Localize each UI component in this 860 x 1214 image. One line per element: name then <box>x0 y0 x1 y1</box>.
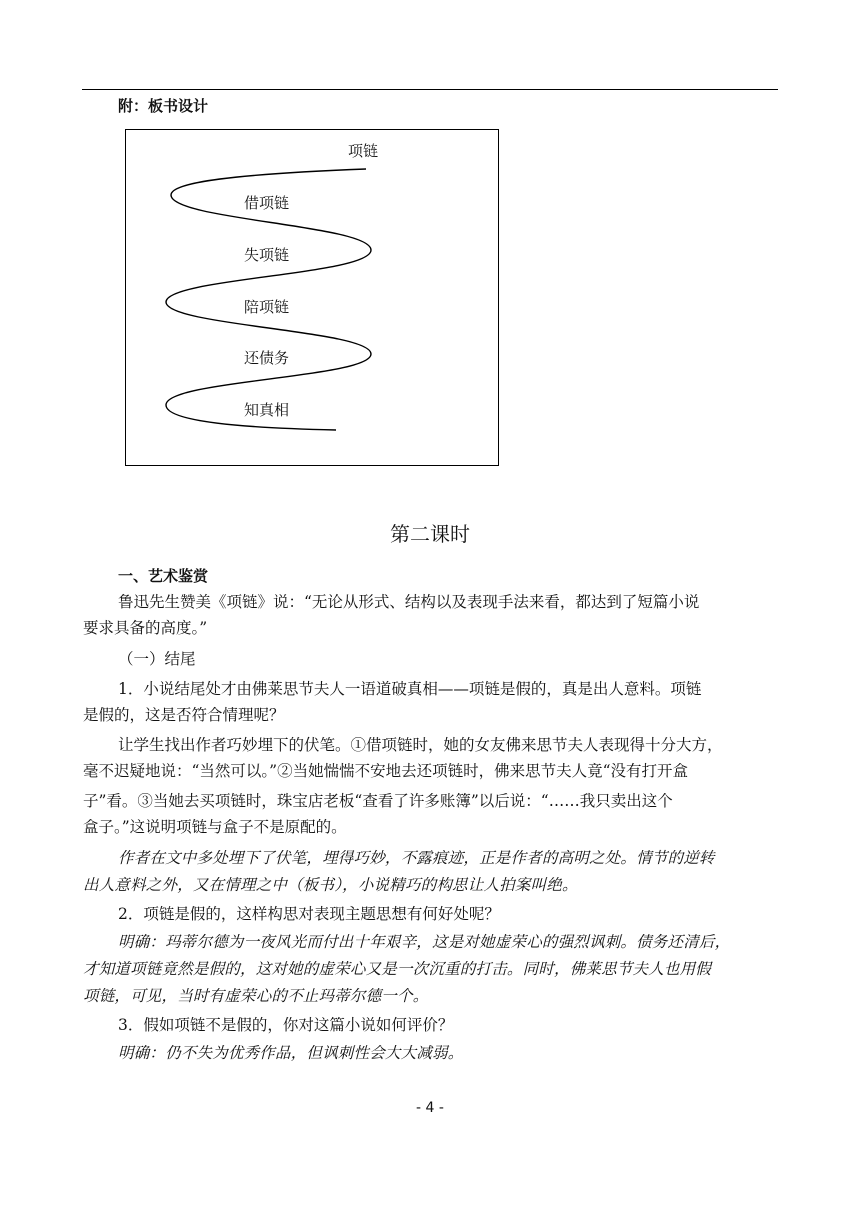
paragraph-line: 鲁迅先生赞美《项链》说：“无论从形式、结构以及表现手法来看，都达到了短篇小说 <box>118 593 700 611</box>
paragraph-line: 是假的，这是否符合情理呢？ <box>83 706 285 724</box>
board-title: 项链 <box>348 142 379 160</box>
paragraph-line: 要求具备的高度。” <box>83 619 208 637</box>
board-stage: 陪项链 <box>244 298 290 316</box>
paragraph-line: 出人意料之外，又在情理之中（板书），小说精巧的构思让人拍案叫绝。 <box>83 876 578 894</box>
paragraph-line: 让学生找出作者巧妙埋下的伏笔。①借项链时，她的女友佛来思节夫人表现得十分大方， <box>118 736 723 754</box>
board-stage: 还债务 <box>244 349 290 367</box>
blackboard-design <box>125 129 499 466</box>
paragraph-line: 2．项链是假的，这样构思对表现主题思想有何好处呢？ <box>118 905 500 923</box>
paragraph-line: 才知道项链竟然是假的，这对她的虚荣心又是一次沉重的打击。同时，佛莱思节夫人也用假 <box>83 960 712 978</box>
lesson-title: 第二课时 <box>390 522 470 546</box>
paragraph-line: 盒子。”这说明项链与盒子不是原配的。 <box>83 818 347 836</box>
board-stage: 知真相 <box>244 401 290 419</box>
board-stage: 失项链 <box>244 246 290 264</box>
paragraph-line: 明确：仍不失为优秀作品，但讽刺性会大大减弱。 <box>118 1044 464 1062</box>
appendix-heading: 附：板书设计 <box>118 97 209 115</box>
section-heading: 一、艺术鉴赏 <box>118 567 209 585</box>
subheading: （一）结尾 <box>118 650 196 668</box>
header-rule <box>82 89 778 90</box>
paragraph-line: 项链，可见，当时有虚荣心的不止玛蒂尔德一个。 <box>83 987 429 1005</box>
paragraph-line: 明确：玛蒂尔德为一夜风光而付出十年艰辛，这是对她虚荣心的强烈讽刺。债务还清后， <box>118 933 731 951</box>
board-stage: 借项链 <box>244 194 290 212</box>
paragraph-line: 子”看。③当她去买项链时，珠宝店老板“查看了许多账簿”以后说：“……我只卖出这个 <box>83 792 673 810</box>
serpentine-curve <box>126 130 500 467</box>
page-number: - 4 - <box>416 1100 444 1116</box>
paragraph-line: 3．假如项链不是假的，你对这篇小说如何评价？ <box>118 1016 454 1034</box>
paragraph-line: 作者在文中多处埋下了伏笔，埋得巧妙，不露痕迹，正是作者的高明之处。情节的逆转 <box>118 849 715 867</box>
paragraph-line: 毫不迟疑地说：“当然可以。”②当她惴惴不安地去还项链时，佛来思节夫人竟“没有打开盒 <box>83 762 689 780</box>
paragraph-line: 1．小说结尾处才由佛莱思节夫人一语道破真相——项链是假的，真是出人意料。项链 <box>118 680 702 698</box>
